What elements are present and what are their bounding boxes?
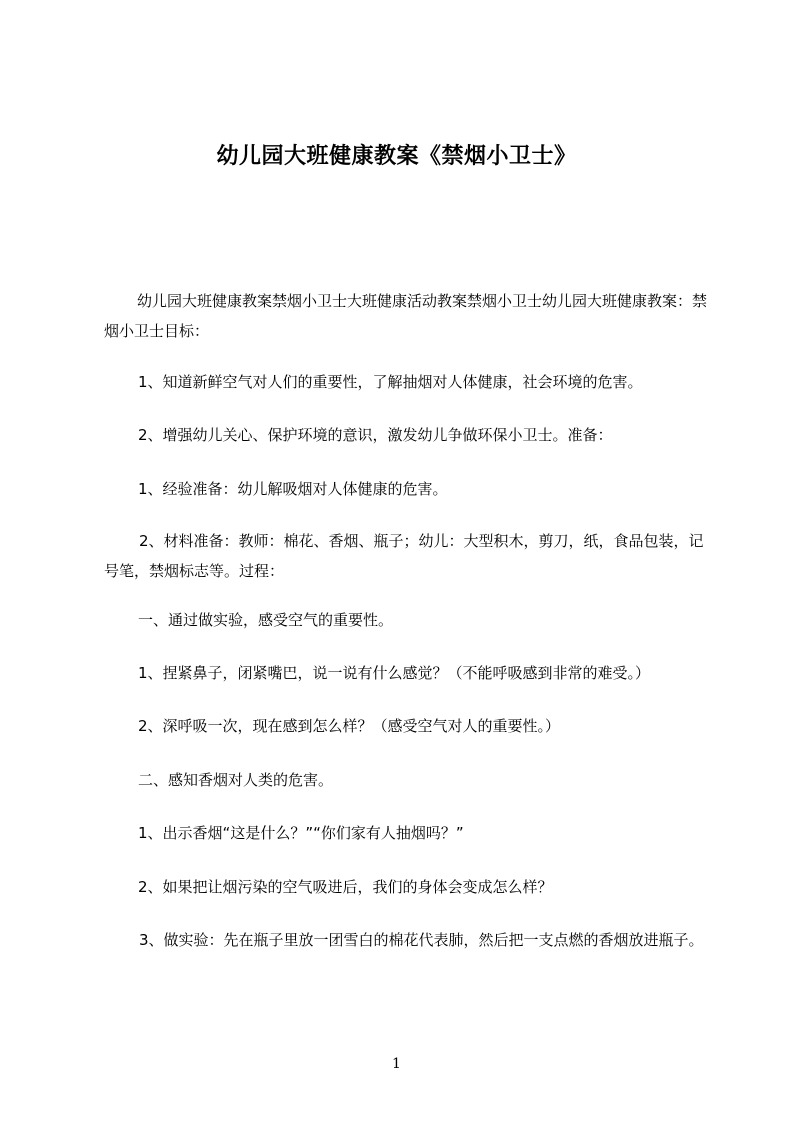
paragraph-goal-1: 1、知道新鲜空气对人们的重要性，了解抽烟对人体健康，社会环境的危害。 <box>138 373 643 391</box>
page-number: 1 <box>392 1056 401 1072</box>
paragraph-step-2-2: 2、如果把让烟污染的空气吸进后，我们的身体会变成怎么样？ <box>138 878 553 896</box>
paragraph-prep-1: 1、经验准备：幼儿解吸烟对人体健康的危害。 <box>138 480 448 498</box>
paragraph-intro: 幼儿园大班健康教案禁烟小卫士大班健康活动教案禁烟小卫士幼儿园大班健康教案：禁烟小卫士目标： <box>104 292 708 340</box>
paragraph-section-2: 二、感知香烟对人类的危害。 <box>138 771 334 789</box>
paragraph-step-1-1: 1、捏紧鼻子，闭紧嘴巴，说一说有什么感觉？（不能呼吸感到非常的难受。） <box>138 664 651 682</box>
paragraph-goal-2: 2、增强幼儿关心、保护环境的意识，激发幼儿争做环保小卫士。准备： <box>138 426 613 444</box>
paragraph-step-1-2: 2、深呼吸一次，现在感到怎么样？（感受空气对人的重要性。） <box>138 717 561 735</box>
document-title: 幼儿园大班健康教案《禁烟小卫士》 <box>216 144 577 169</box>
paragraph-section-1: 一、通过做实验，感受空气的重要性。 <box>138 611 394 629</box>
paragraph-step-2-3: 3、做实验：先在瓶子里放一团雪白的棉花代表肺，然后把一支点燃的香烟放进瓶子。 <box>139 931 704 949</box>
paragraph-prep-2: 2、材料准备：教师：棉花、香烟、瓶子；幼儿：大型积木，剪刀，纸，食品包装，记号笔，禁烟标志等。过程： <box>104 532 704 580</box>
paragraph-step-2-1: 1、出示香烟“这是什么？”“你们家有人抽烟吗？” <box>138 824 464 842</box>
